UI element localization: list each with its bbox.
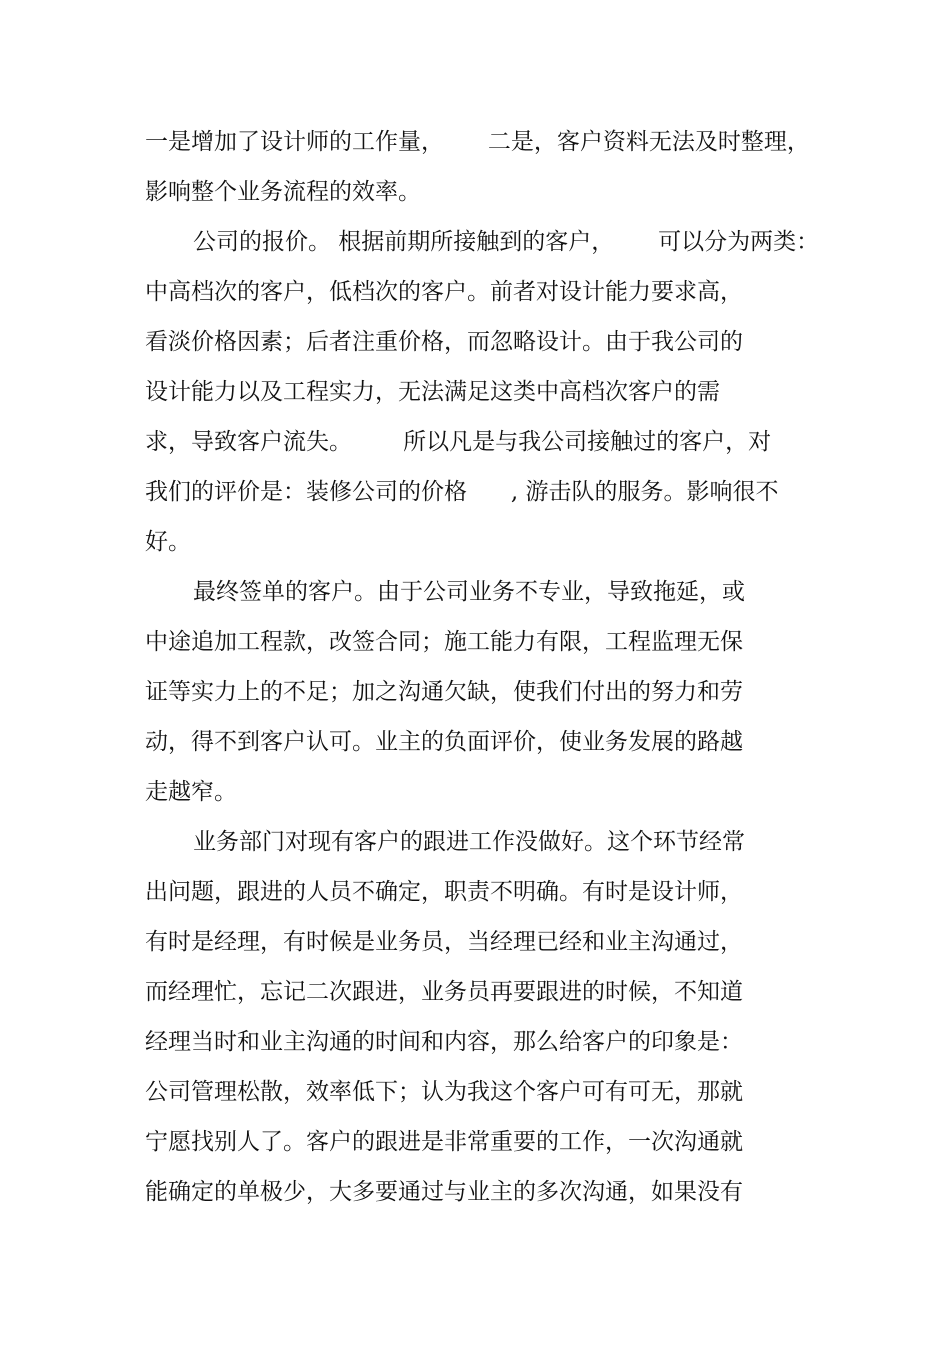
text-line: 看淡价格因素；后者注重价格，而忽略设计。由于我公司的 bbox=[145, 329, 743, 355]
text-line: 而经理忙，忘记二次跟进，业务员再要跟进的时候，不知道 bbox=[145, 979, 743, 1005]
text-line: 影响整个业务流程的效率。 bbox=[145, 179, 421, 205]
text-line: 好。 bbox=[145, 529, 191, 555]
text-line: 有时是经理，有时候是业务员，当经理已经和业主沟通过， bbox=[145, 929, 743, 955]
text-line: 中高档次的客户，低档次的客户。前者对设计能力要求高， bbox=[145, 279, 743, 305]
text-line: 证等实力上的不足；加之沟通欠缺，使我们付出的努力和劳 bbox=[145, 679, 743, 705]
paragraph-start-line: 公司的报价。 根据前期所接触到的客户， 可以分为两类： bbox=[193, 229, 820, 255]
text-line: 公司管理松散，效率低下；认为我这个客户可有可无，那就 bbox=[145, 1079, 743, 1105]
text-line: 经理当时和业主沟通的时间和内容，那么给客户的印象是： bbox=[145, 1029, 743, 1055]
text-line: 我们的评价是：装修公司的价格 , 游击队的服务。影响很不 bbox=[145, 479, 779, 505]
text-line: 动，得不到客户认可。业主的负面评价，使业务发展的路越 bbox=[145, 729, 743, 755]
text-line: 设计能力以及工程实力，无法满足这类中高档次客户的需 bbox=[145, 379, 720, 405]
text-line: 求，导致客户流失。 所以凡是与我公司接触过的客户，对 bbox=[145, 429, 772, 455]
text-line: 走越窄。 bbox=[145, 779, 237, 805]
text-line: 出问题，跟进的人员不确定，职责不明确。有时是设计师， bbox=[145, 879, 743, 905]
text-line: 宁愿找别人了。客户的跟进是非常重要的工作，一次沟通就 bbox=[145, 1129, 743, 1155]
text-line: 能确定的单极少，大多要通过与业主的多次沟通，如果没有 bbox=[145, 1179, 743, 1205]
text-line: 一是增加了设计师的工作量， 二是，客户资料无法及时整理， bbox=[145, 129, 810, 155]
text-line: 中途追加工程款，改签合同；施工能力有限，工程监理无保 bbox=[145, 629, 743, 655]
paragraph-start-line: 业务部门对现有客户的跟进工作没做好。这个环节经常 bbox=[193, 829, 745, 855]
paragraph-start-line: 最终签单的客户。由于公司业务不专业，导致拖延，或 bbox=[193, 579, 745, 605]
